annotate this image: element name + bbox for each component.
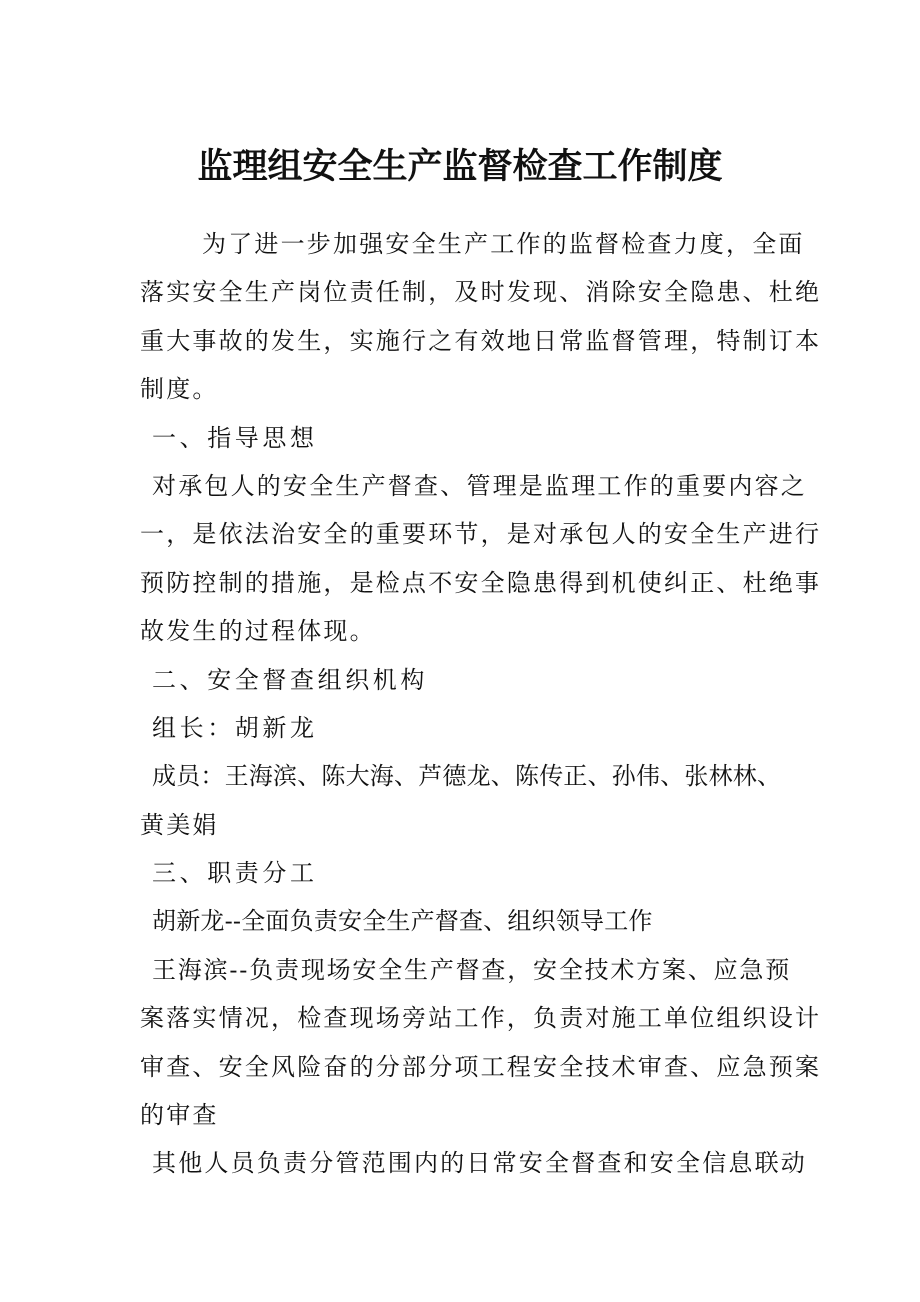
paragraph-line: 王海滨--负责现场安全生产督查，安全技术方案、应急预	[152, 955, 792, 984]
document-body	[140, 220, 822, 1188]
paragraph-line: 预防控制的措施，是检点不安全隐患得到机使纠正、杜绝事	[140, 568, 822, 597]
paragraph-line: 黄美娟	[140, 810, 219, 839]
paragraph-line: 制度。	[140, 375, 219, 404]
paragraph-line: 审查、安全风险奋的分部分项工程安全技术审查、应急预案	[140, 1052, 822, 1081]
paragraph-line: 重大事故的发生，实施行之有效地日常监督管理，特制订本	[140, 326, 822, 355]
paragraph-line: 组长：胡新龙	[152, 713, 318, 742]
paragraph-line: 其他人员负责分管范围内的日常安全督查和安全信息联动	[152, 1149, 807, 1178]
paragraph-line: 成员：王海滨、陈大海、芦德龙、陈传正、孙伟、张林林、	[152, 762, 782, 791]
section-heading: 二、安全督查组织机构	[152, 665, 428, 694]
paragraph-line: 对承包人的安全生产督查、管理是监理工作的重要内容之	[152, 471, 807, 500]
paragraph-line: 的审查	[140, 1101, 219, 1130]
paragraph-line: 一，是依法治安全的重要环节，是对承包人的安全生产进行	[140, 520, 822, 549]
paragraph-line: 落实安全生产岗位责任制，及时发现、消除安全隐患、杜绝	[140, 278, 822, 307]
paragraph-line: 案落实情况，检查现场旁站工作，负责对施工单位组织设计	[140, 1004, 822, 1033]
document-title: 监理组安全生产监督检查工作制度	[197, 147, 723, 187]
section-heading: 三、职责分工	[152, 859, 318, 888]
paragraph-line: 故发生的过程体现。	[140, 617, 376, 646]
paragraph-line: 为了进一步加强安全生产工作的监督检查力度，全面	[202, 230, 805, 258]
paragraph-line: 胡新龙--全面负责安全生产督查、组织领导工作	[152, 907, 653, 936]
section-heading: 一、指导思想	[152, 423, 318, 452]
